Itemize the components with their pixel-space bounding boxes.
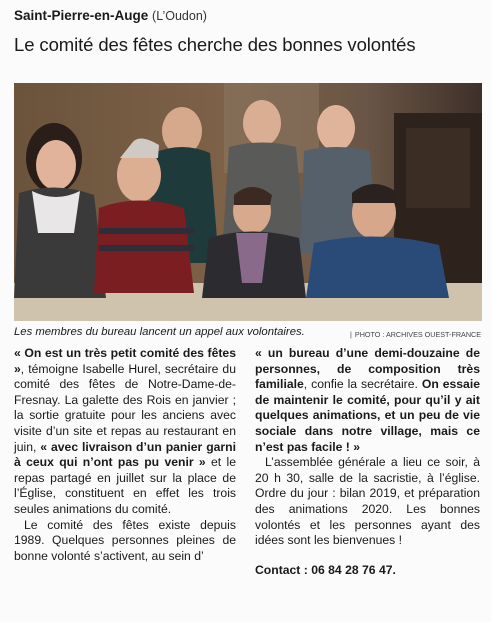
sublocation: (L’Oudon) — [152, 9, 207, 23]
article-kicker — [14, 8, 207, 23]
paragraph-2-cont — [255, 346, 480, 455]
article-headline: Le comité des fêtes cherche des bonnes volontés — [14, 34, 416, 55]
quote-4: On essaie de maintenir le comité, pour qu’il y ait quelques animations, et un peu de vie sociale dans notre village, mais ce n’est pas facile ! » — [255, 377, 480, 454]
quote-3: « un bureau d’une demi-douzaine de personnes, de composition très familiale — [255, 346, 480, 392]
photo-credit — [350, 330, 481, 339]
paragraph-1 — [14, 346, 236, 518]
paragraph-2-text-b: , confie la secrétaire. — [303, 377, 422, 392]
contact-label: Contact : — [255, 562, 308, 577]
quote-1: « On est un très petit comité des fêtes » — [14, 346, 236, 376]
article-column-1 — [14, 346, 236, 564]
paragraph-1-text-b: et le repas partagé en juillet sur la place de l’Église, constituent en effet les trois seules animations du comité. — [14, 455, 236, 516]
group-photo — [14, 83, 482, 321]
article-column-2 — [255, 346, 480, 578]
paragraph-3: L’assemblée générale a lieu ce soir, à 20 h 30, salle de la sacristie, à l’église. Ordre du jour : bilan 2019, et préparation des animations 2020. Les bonnes volontés et les personnes ayant des idées sont les bienvenues ! — [255, 455, 480, 548]
paragraph-2-start — [14, 518, 236, 565]
paragraph-2-text-a: Le comité des fêtes existe depuis 1989. Quelques personnes pleines de bonne volonté s’activent, au sein d’ — [14, 517, 236, 563]
credit-text: PHOTO : ARCHIVES OUEST-FRANCE — [354, 330, 481, 339]
credit-separator: | — [350, 330, 352, 339]
paragraph-1-text-a: , témoigne Isabelle Hurel, secrétaire du comité des fêtes de Notre-Dame-de-Fresnay. La galette des Rois en janvier ; la sortie gratuite pour les anciens avec visite d’un site et repas au restaurant en juin, — [14, 361, 236, 454]
quote-2: « avec livraison d’un panier garni à ceux qui n’ont pas pu venir » — [14, 439, 236, 470]
contact-line — [255, 563, 480, 579]
contact-phone: 06 84 28 76 47. — [307, 562, 396, 577]
photo-caption: Les membres du bureau lancent un appel aux volontaires. — [14, 326, 305, 338]
place-name: Saint-Pierre-en-Auge — [14, 8, 149, 23]
